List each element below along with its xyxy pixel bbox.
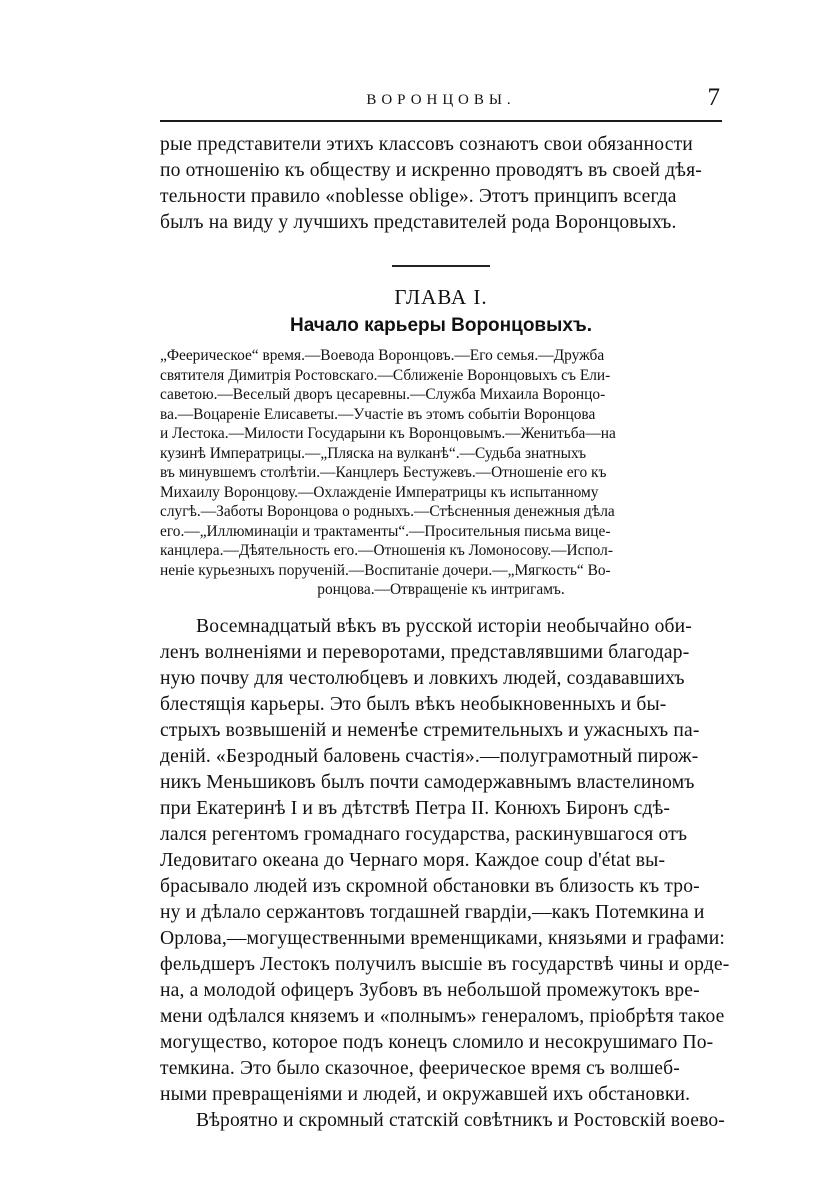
body-line: лался регентомъ громаднаго государства, раскинувшагося отъ bbox=[160, 823, 688, 845]
intro-line: рые представители этихъ классовъ сознаютъ свои обязанности bbox=[160, 134, 693, 155]
body-line: темкина. Это было сказочное, феерическое время съ волшеб- bbox=[160, 1057, 680, 1079]
chapter-heading: ГЛАВА I. bbox=[394, 285, 488, 309]
summary-line: Михаилу Воронцову.—Охлажденіе Императрицы къ испытанному bbox=[160, 483, 599, 501]
body-line: ными превращеніями и людей, и окружавшей ихъ обстановки. bbox=[160, 1083, 691, 1105]
body-line: брасывало людей изъ скромной обстановки въ близость къ тро- bbox=[160, 875, 700, 897]
running-title: ВОРОНЦОВЫ. bbox=[366, 92, 516, 108]
page-number: 7 bbox=[707, 84, 720, 111]
body-line: мени одѣлался княземъ и «полнымъ» генераломъ, пріобрѣтя такое bbox=[160, 1005, 725, 1027]
body-line: Орлова,—могущественными временщиками, князьями и графами: bbox=[160, 927, 725, 949]
intro-paragraph bbox=[160, 132, 722, 236]
body-line: никъ Меньшиковъ былъ почти самодержавнымъ властелиномъ bbox=[160, 771, 695, 793]
body-line: блестящія карьеры. Это былъ вѣкъ необыкновенныхъ и бы- bbox=[160, 693, 667, 715]
paragraph-first-line: Восемнадцатый вѣкъ въ русской исторіи необычайно оби- bbox=[196, 615, 692, 637]
chapter-summary bbox=[160, 346, 722, 600]
book-page bbox=[160, 84, 730, 1134]
body-line: Ледовитаго океана до Чернаго моря. Каждое coup d'état вы- bbox=[160, 849, 666, 871]
body-line: ленъ волненіями и переворотами, представлявшими благодар- bbox=[160, 641, 690, 663]
intro-line: тельности правило «noblesse oblige». Этотъ принципъ всегда bbox=[160, 186, 677, 207]
section-divider bbox=[392, 265, 490, 267]
summary-line: святителя Димитрія Ростовскаго.—Сближеніе Воронцовыхъ съ Ели- bbox=[160, 366, 611, 384]
summary-line: слугѣ.—Заботы Воронцова о родныхъ.—Стѣсненныя денежныя дѣла bbox=[160, 503, 615, 520]
intro-line: по отношенію къ обществу и искренно проводятъ въ своей дѣя- bbox=[160, 160, 702, 181]
summary-line: „Феерическое“ время.—Воевода Воронцовъ.—Его семья.—Дружба bbox=[160, 347, 605, 364]
summary-line: ронцова.—Отвращеніе къ интригамъ. bbox=[317, 581, 565, 598]
body-line: могущество, которое подъ конецъ сломило и несокрушимаго По- bbox=[160, 1031, 714, 1053]
summary-line: и Лестока.—Милости Государыни къ Воронцовымъ.—Женитьба—на bbox=[160, 425, 616, 442]
summary-line: его.—„Иллюминаціи и трактаменты“.—Просительныя письма вице- bbox=[160, 522, 611, 540]
summary-line: саветою.—Веселый дворъ цесаревны.—Служба Михаила Воронцо- bbox=[160, 386, 606, 403]
body-line: ную почву для честолюбцевъ и ловкихъ людей, создававшихъ bbox=[160, 667, 685, 689]
body-text bbox=[160, 614, 730, 1134]
summary-line: кузинѣ Императрицы.—„Пляска на вулканѣ“.—Судьба знатныхъ bbox=[160, 444, 587, 462]
body-line: ну и дѣлало сержантовъ тогдашней гвардіи,—какъ Потемкина и bbox=[160, 901, 705, 923]
running-head bbox=[160, 84, 722, 122]
body-line: на, а молодой офицеръ Зубовъ въ небольшой промежутокъ вре- bbox=[160, 979, 700, 1001]
summary-line: въ минувшемъ столѣтіи.—Канцлеръ Бестужевъ.—Отношеніе его къ bbox=[160, 464, 607, 481]
summary-line: канцлера.—Дѣятельность его.—Отношенія къ Ломоносову.—Испол- bbox=[160, 542, 613, 559]
chapter-title: Начало карьеры Воронцовыхъ. bbox=[289, 315, 593, 336]
body-line: фельдшеръ Лестокъ получилъ высшіе въ государствѣ чины и орде- bbox=[160, 953, 730, 975]
body-line: стрыхъ возвышеній и неменѣе стремительныхъ и ужасныхъ па- bbox=[160, 719, 700, 741]
intro-line: былъ на виду у лучшихъ представителей рода Воронцовыхъ. bbox=[160, 212, 677, 233]
body-line: при Екатеринѣ I и въ дѣтствѣ Петра II. Конюхъ Биронъ сдѣ- bbox=[160, 797, 671, 819]
summary-line: ва.—Воцареніе Елисаветы.—Участіе въ этомъ событіи Воронцова bbox=[160, 405, 596, 423]
body-line: деній. «Безродный баловень счастія».—полуграмотный пирож- bbox=[160, 745, 699, 767]
summary-line: неніе курьезныхъ порученій.—Воспитаніе дочери.—„Мягкость“ Во- bbox=[160, 561, 611, 579]
paragraph-first-line: Вѣроятно и скромный статскій совѣтникъ и Ростовскій воево- bbox=[196, 1109, 725, 1131]
